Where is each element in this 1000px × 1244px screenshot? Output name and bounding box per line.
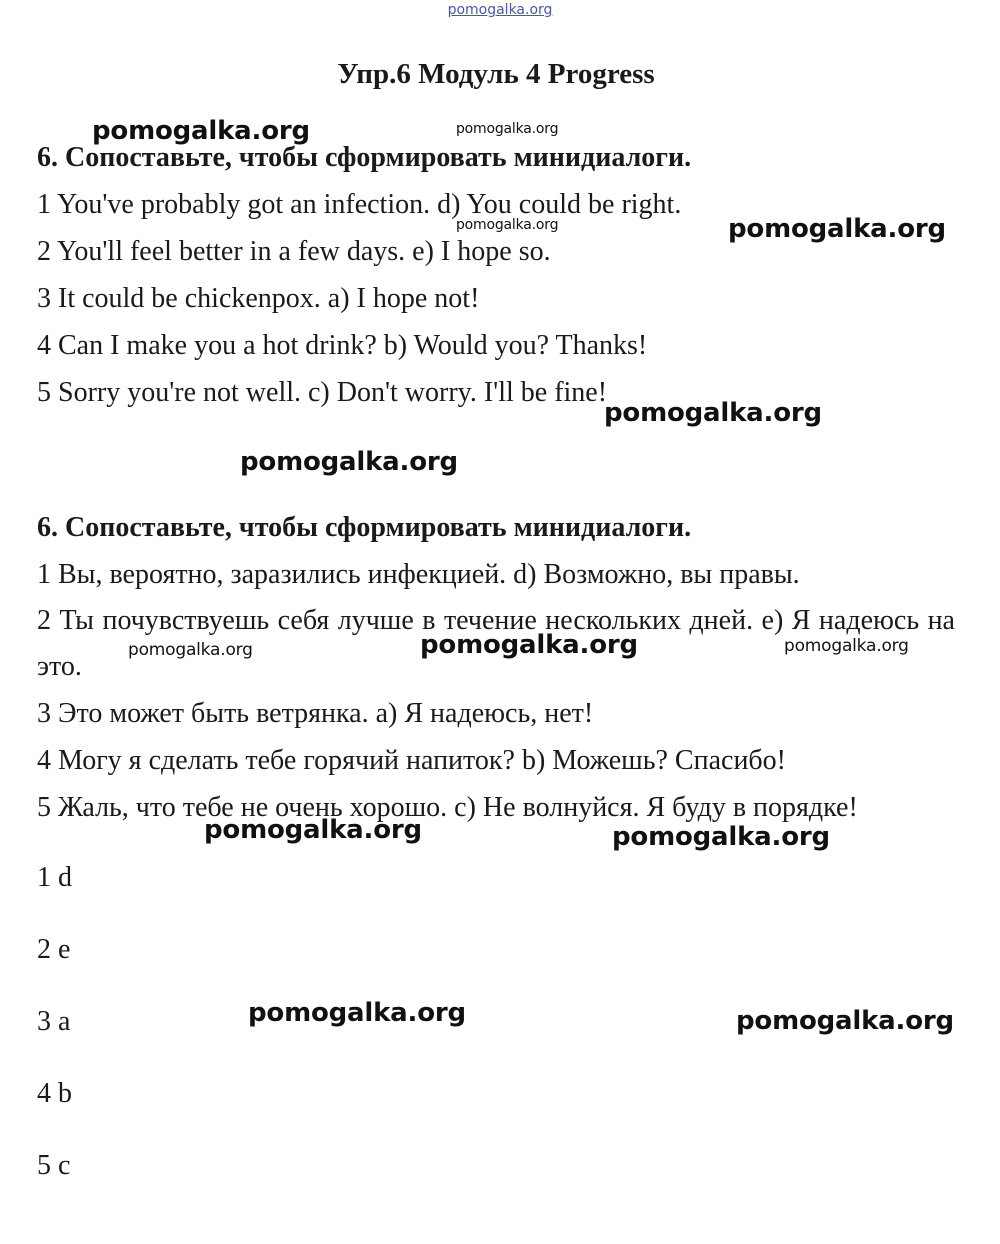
watermark: pomogalka.org (128, 640, 253, 660)
dialogue-line-en-1: 1 You've probably got an infection. d) You could be right. (37, 189, 682, 220)
watermark: pomogalka.org (604, 398, 822, 428)
answer-item: 2 e (37, 934, 71, 965)
exercise-heading-en: 6. Сопоставьте, чтобы сформировать минидиалоги. (37, 142, 692, 173)
exercise-heading-ru: 6. Сопоставьте, чтобы сформировать минидиалоги. (37, 512, 692, 543)
answer-item: 1 d (37, 862, 72, 893)
english-section (37, 135, 955, 416)
answer-item: 5 c (37, 1150, 71, 1181)
answer-list (37, 856, 72, 1216)
dialogue-line-en-5: 5 Sorry you're not well. c) Don't worry. I'll be fine! (37, 377, 608, 408)
watermark: pomogalka.org (240, 447, 458, 477)
page-title: Упр.6 Модуль 4 Progress (337, 58, 655, 90)
russian-section (37, 505, 955, 831)
dialogue-line-ru-3: 3 Это может быть ветрянка. а) Я надеюсь, нет! (37, 698, 594, 729)
dialogue-line-ru-2: 2 Ты почувствуешь себя лучше в течение нескольких дней. e) Я надеюсь на это. (37, 605, 955, 682)
answer-item: 4 b (37, 1078, 72, 1109)
watermark: pomogalka.org (612, 822, 830, 852)
site-header-link[interactable]: pomogalka.org (447, 2, 553, 18)
watermark: pomogalka.org (248, 998, 466, 1028)
watermark: pomogalka.org (456, 217, 559, 233)
dialogue-line-en-4: 4 Can I make you a hot drink? b) Would you? Thanks! (37, 330, 648, 361)
watermark: pomogalka.org (204, 815, 422, 845)
watermark: pomogalka.org (456, 121, 559, 137)
dialogue-line-en-3: 3 It could be chickenpox. a) I hope not! (37, 283, 480, 314)
watermark: pomogalka.org (728, 214, 946, 244)
answer-item: 3 a (37, 1006, 71, 1037)
dialogue-line-en-2: 2 You'll feel better in a few days. e) I hope so. (37, 236, 551, 267)
dialogue-line-ru-1: 1 Вы, вероятно, заразились инфекцией. d) Возможно, вы правы. (37, 559, 800, 590)
watermark: pomogalka.org (784, 636, 909, 656)
dialogue-line-ru-4: 4 Могу я сделать тебе горячий напиток? b) Можешь? Спасибо! (37, 745, 786, 776)
watermark: pomogalka.org (736, 1006, 954, 1036)
dialogue-line-ru-5: 5 Жаль, что тебе не очень хорошо. с) Не волнуйся. Я буду в порядке! (37, 792, 858, 823)
watermark: pomogalka.org (92, 116, 310, 146)
watermark: pomogalka.org (420, 630, 638, 660)
